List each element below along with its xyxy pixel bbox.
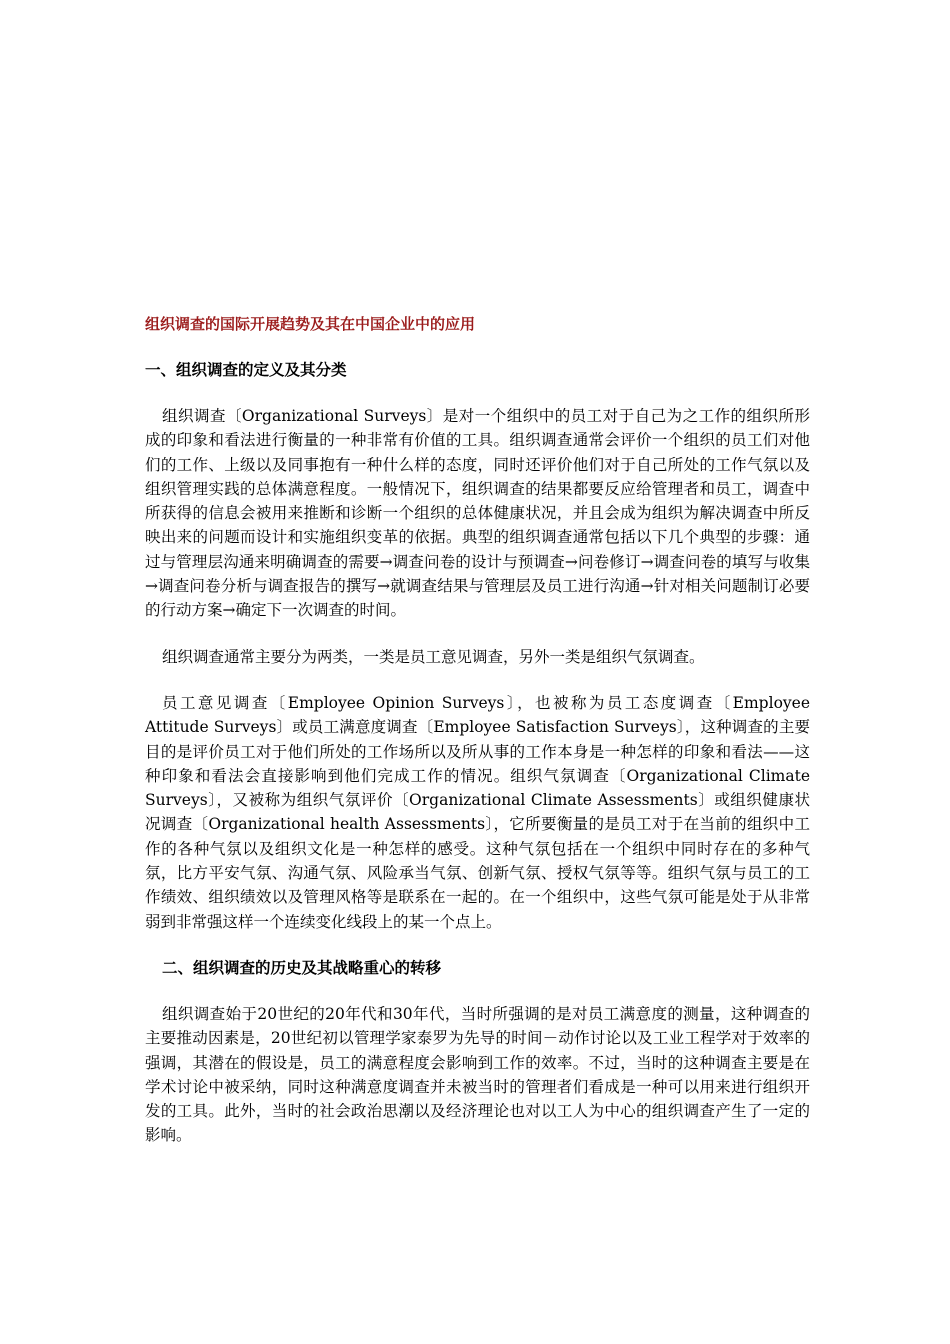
- document-title: 组织调查的国际开展趋势及其在中国企业中的应用: [145, 315, 476, 333]
- section-heading-definition: 一、组织调查的定义及其分类: [145, 361, 347, 379]
- paragraph-history: 组织调查始于20世纪的20年代和30年代，当时所强调的是对员工满意度的测量，这种调查的主要推动因素是，20世纪初以管理学家泰罗为先导的时间－动作讨论以及工业工程学对于效率的强调，其潜在的假设是，员工的满意程度会影响到工作的效率。不过，当时的这种调查主要是在学术讨论中被采纳，同时这种满意度调查并未被当时的管理者们看成是一种可以用来进行组织开发的工具。此外，当时的社会政治思潮以及经济理论也对以工人为中心的组织调查产生了一定的影响。: [145, 1004, 810, 1145]
- paragraph-survey-types: 员工意见调查〔Employee Opinion Surveys〕，也被称为员工态度调查〔Employee Attitude Surveys〕或员工满意度调查〔Employee Satisfaction Surveys〕，这种调查的主要目的是评价员工对于他们所处的工作场所以及所从事的工作本身是一种怎样的印象和看法——这种印象和看法会直接影响到他们完成工作的情况。组织气氛调查〔Organizational Climate Surveys〕，又被称为组织气氛评价〔Organizational Climate Assessments〕或组织健康状况调查〔Organizational health Assessments〕，它所要衡量的是员工对于在当前的组织中工作的各种气氛以及组织文化是一种怎样的感受。这种气氛包括在一个组织中同时存在的多种气氛，比方平安气氛、沟通气氛、风险承当气氛、创新气氛、授权气氛等等。组织气氛与员工的工作绩效、组织绩效以及管理风格等是联系在一起的。在一个组织中，这些气氛可能是处于从非常弱到非常强这样一个连续变化线段上的某一个点上。: [145, 693, 810, 931]
- paragraph-classification: 组织调查通常主要分为两类，一类是员工意见调查，另外一类是组织气氛调查。: [162, 647, 705, 666]
- paragraph-definition: 组织调查〔Organizational Surveys〕是对一个组织中的员工对于自己为之工作的组织所形成的印象和看法进行衡量的一种非常有价值的工具。组织调查通常会评价一个组织的员工们对他们的工作、上级以及同事抱有一种什么样的态度，同时还评价他们对于自己所处的工作气氛以及组织管理实践的总体满意程度。一般情况下，组织调查的结果都要反应给管理者和员工，调查中所获得的信息会被用来推断和诊断一个组织的总体健康状况，并且会成为组织为解决调查中所反映出来的问题而设计和实施组织变革的依据。典型的组织调查通常包括以下几个典型的步骤：通过与管理层沟通来明确调查的需要→调查问卷的设计与预调查→问卷修订→调查问卷的填写与收集→调查问卷分析与调查报告的撰写→就调查结果与管理层及员工进行沟通→针对相关问题制订必要的行动方案→确定下一次调查的时间。: [145, 407, 810, 620]
- section-heading-history: 二、组织调查的历史及其战略重心的转移: [162, 958, 442, 977]
- document-page: [145, 312, 810, 1170]
